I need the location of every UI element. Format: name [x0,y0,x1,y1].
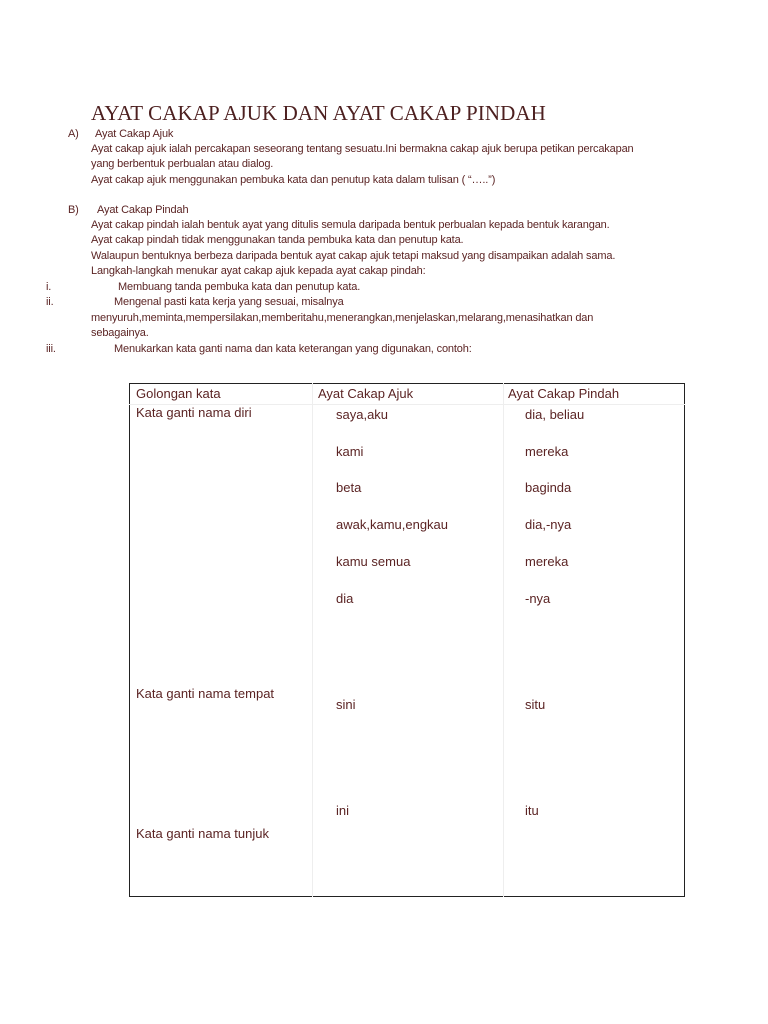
section-b-line: Walaupun bentuknya berbeza daripada bentuk ayat cakap ajuk tetapi maksud yang disampaikan adalah sama. [91,250,616,262]
table-cell-pindah: situ [525,697,546,712]
table-cell-pindah: mereka [525,554,569,569]
step-text: sebagainya. [91,327,149,339]
table-cell-pindah: dia, beliau [525,407,585,422]
section-b-line: Ayat cakap pindah tidak menggunakan tanda pembuka kata dan penutup kata. [91,234,464,246]
table-header-pindah: Ayat Cakap Pindah [508,386,620,401]
table-cell-pindah: itu [525,803,539,818]
section-b-heading: Ayat Cakap Pindah [97,204,189,216]
table-cell-pindah: mereka [525,444,569,459]
table-cell-ajuk: awak,kamu,engkau [336,517,449,532]
step-text: menyuruh,meminta,mempersilakan,memberitahu,menerangkan,menjelaskan,melarang,menasihatkan dan [91,312,594,324]
table-cell-pindah: dia,-nya [525,517,572,532]
table-cell-ajuk: saya,aku [336,407,389,422]
section-a-line: Ayat cakap ajuk menggunakan pembuka kata dan penutup kata dalam tulisan ( “…..”) [91,174,496,186]
kata-ganti-table [129,383,685,897]
page-title: AYAT CAKAP AJUK DAN AYAT CAKAP PINDAH [91,101,546,125]
step-text: Membuang tanda pembuka kata dan penutup kata. [118,281,361,293]
table-cell-ajuk: ini [336,803,350,818]
table-cell-ajuk: beta [336,480,362,495]
category-label: Kata ganti nama diri [136,405,252,420]
table-cell-ajuk: dia [336,591,354,606]
category-label: Kata ganti nama tunjuk [136,826,269,841]
section-b-line: Langkah-langkah menukar ayat cakap ajuk kepada ayat cakap pindah: [91,265,426,277]
step-number: iii. [46,343,56,355]
section-a-line: yang berbentuk perbualan atau dialog. [91,158,274,170]
step-text: Mengenal pasti kata kerja yang sesuai, misalnya [114,296,344,308]
section-b-line: Ayat cakap pindah ialah bentuk ayat yang ditulis semula daripada bentuk perbualan kepada bentuk karangan. [91,219,610,231]
table-column-golongan [130,384,313,897]
step-number: ii. [46,296,54,308]
section-a-letter: A) [68,128,79,140]
section-b-letter: B) [68,204,79,216]
category-label: Kata ganti nama tempat [136,686,275,701]
step-text: Menukarkan kata ganti nama dan kata keterangan yang digunakan, contoh: [114,343,472,355]
table-cell-ajuk: sini [336,697,356,712]
table-column-ajuk [313,384,504,897]
step-number: i. [46,281,52,293]
table-header-golongan: Golongan kata [136,386,221,401]
table-cell-pindah: baginda [525,480,572,495]
table-header-ajuk: Ayat Cakap Ajuk [318,386,414,401]
section-a-heading: Ayat Cakap Ajuk [95,128,174,140]
section-a-line: Ayat cakap ajuk ialah percakapan seseorang tentang sesuatu.Ini bermakna cakap ajuk berupa petikan percakapan [91,143,634,155]
table-column-pindah [504,384,685,897]
table-cell-ajuk: kami [336,444,364,459]
table-cell-pindah: -nya [525,591,551,606]
table-cell-ajuk: kamu semua [336,554,411,569]
